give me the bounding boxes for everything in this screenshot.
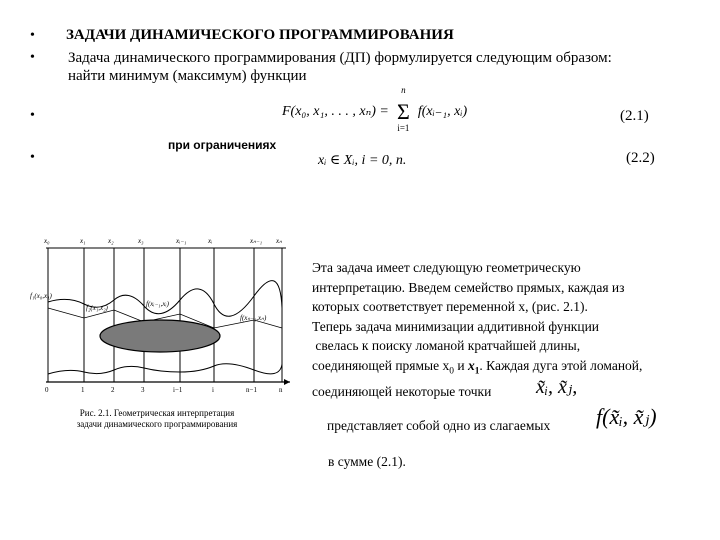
fig-lower-curve (48, 364, 282, 374)
tilde-points: x̃ᵢ, x̃ⱼ, (536, 376, 578, 398)
text-line-9: в сумме (2.1). (328, 454, 406, 469)
equation-number-2-1: (2.1) (620, 108, 649, 124)
fig-forbidden-region (100, 320, 220, 352)
fig-top-label: x₀ (44, 237, 50, 245)
bullet-1: • (30, 28, 35, 43)
fig-axis-arrow (284, 379, 290, 385)
summand-formula: f(x̃ᵢ, x̃ⱼ) (596, 404, 657, 429)
text-line-6-c: . Каждая дуга этой ломаной, (479, 357, 643, 373)
fig-bottom-label: n (279, 386, 283, 394)
sum-upper-limit: n (401, 85, 406, 95)
bullet-4: • (30, 150, 35, 165)
fig-top-label: x₁ (80, 237, 86, 245)
text-line-7 (312, 382, 712, 402)
equation-number-2-2: (2.2) (626, 150, 655, 166)
text-line-6-sub0: 0 (449, 366, 454, 377)
fig-upper-curve (48, 281, 282, 317)
formula-constraint: xᵢ ∈ Xᵢ, i = 0, n. (318, 153, 407, 168)
formula-rhs: f(xᵢ₋₁, xᵢ) (417, 104, 468, 120)
text-line-6-sub1: 1 (474, 366, 480, 377)
text-line-3: которых соответствует переменной x, (рис. 2.1). (312, 299, 588, 314)
text-line-4: Теперь задача минимизации аддитивной функции (312, 318, 600, 334)
fig-bottom-label: 1 (81, 386, 85, 394)
fig-top-label: xₙ (276, 237, 282, 245)
text-line-6-x: x (467, 357, 475, 373)
interpretation-text (312, 258, 712, 401)
geometric-interpretation-figure (28, 232, 290, 400)
fig-bottom-label: i−1 (173, 386, 183, 394)
figure-caption-line-1: Рис. 2.1. Геометрическая интерпретация (79, 408, 235, 418)
sum-symbol: Σ (396, 99, 410, 124)
fig-top-label: x₃ (138, 237, 144, 245)
sum-lower-limit: i=1 (397, 123, 410, 133)
constraint-label: при ограничениях (168, 138, 277, 152)
formula-lhs: F(x₀, x₁, . . . , xₙ) = (282, 104, 389, 120)
fig-bottom-label: i (212, 386, 214, 394)
bullet-2: • (30, 50, 35, 65)
fig-bottom-label: 3 (141, 386, 145, 394)
page-title: ЗАДАЧИ ДИНАМИЧЕСКОГО ПРОГРАММИРОВАНИЯ (66, 27, 454, 43)
figure-caption-line-2: задачи динамического программирования (76, 419, 238, 429)
text-line-7-label: соединяющей некоторые точки (312, 383, 492, 399)
text-line-6-a: соединяющей прямые x (312, 357, 450, 373)
text-line-5: свелась к поиску ломаной кратчайшей длины, (312, 338, 581, 353)
bullet-3: • (30, 108, 35, 123)
figure-caption (44, 408, 270, 430)
intro-line-1: Задача динамического программирования (ДП) формулируется следующим образом: (68, 50, 612, 66)
text-line-8: представляет собой одно из слагаемых (327, 418, 551, 433)
text-line-6-b: и (453, 357, 468, 373)
fig-curve-label: f(xₙ₋₁,xₙ) (240, 314, 267, 322)
fig-curve-label: f(xᵢ₋₁,xᵢ) (146, 300, 169, 308)
fig-top-label: xᵢ (208, 237, 213, 245)
fig-bottom-label: 2 (111, 386, 115, 394)
fig-curve-label: f₂(x₁,x₂) (86, 304, 108, 312)
fig-top-label: x₂ (108, 237, 114, 245)
text-line-1: Эта задача имеет следующую геометрическую (312, 260, 581, 275)
fig-top-label: xᵢ₋₁ (176, 237, 187, 245)
fig-curve-label: f₁(x₀,x₁) (30, 292, 52, 300)
intro-line-2: найти минимум (максимум) функции (68, 68, 307, 84)
fig-bottom-label: n−1 (246, 386, 257, 394)
fig-top-label: xₙ₋₁ (250, 237, 263, 245)
text-line-6 (312, 356, 712, 382)
fig-bottom-label: 0 (45, 386, 49, 394)
sum-operator (394, 85, 412, 133)
text-line-2: интерпретацию. Введем семейство прямых, каждая из (312, 279, 625, 295)
formula-objective (282, 85, 468, 133)
